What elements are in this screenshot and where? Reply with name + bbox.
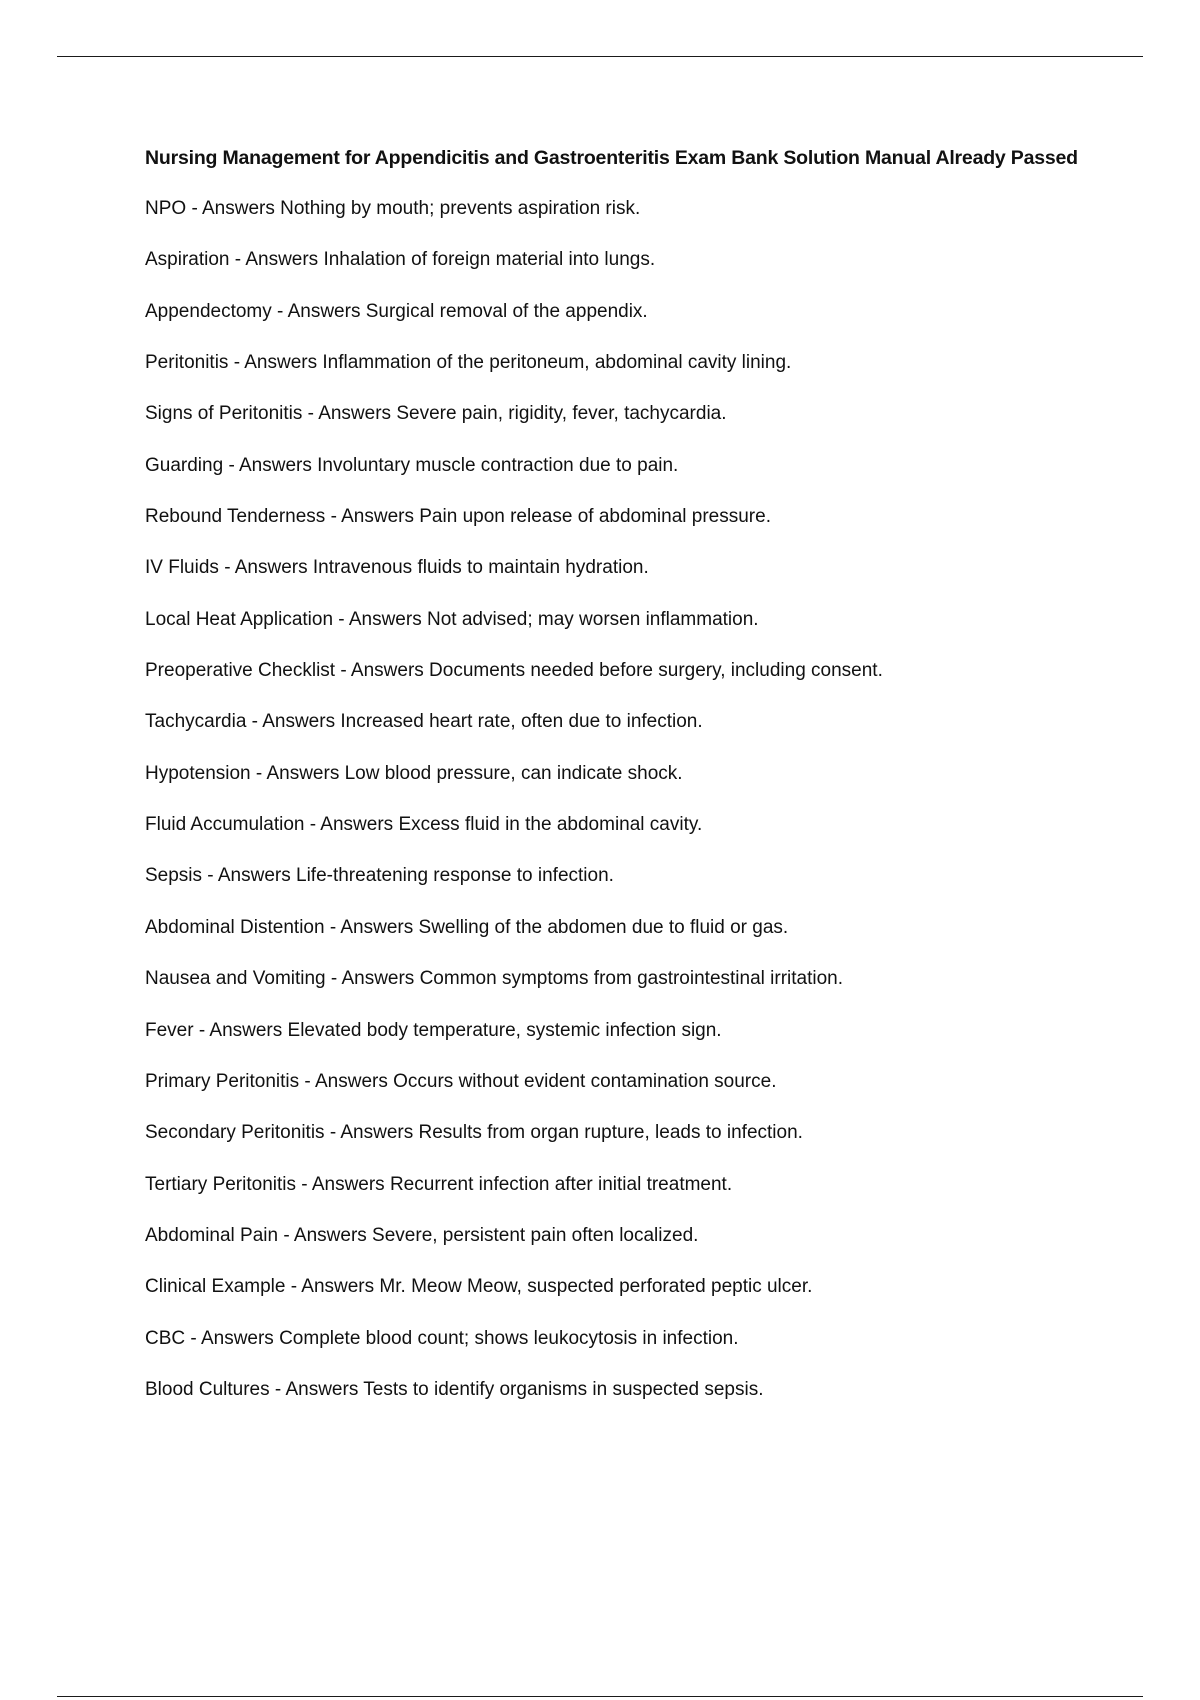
bottom-rule xyxy=(57,1696,1143,1697)
qa-item: Preoperative Checklist - Answers Documents needed before surgery, including consent. xyxy=(145,660,883,682)
qa-item: Tachycardia - Answers Increased heart rate, often due to infection. xyxy=(145,711,703,733)
qa-item: Fever - Answers Elevated body temperature, systemic infection sign. xyxy=(145,1019,722,1041)
qa-item: Clinical Example - Answers Mr. Meow Meow, suspected perforated peptic ulcer. xyxy=(145,1276,813,1298)
qa-item: Fluid Accumulation - Answers Excess fluid in the abdominal cavity. xyxy=(145,814,703,836)
qa-item: Rebound Tenderness - Answers Pain upon release of abdominal pressure. xyxy=(145,506,771,528)
qa-item: NPO - Answers Nothing by mouth; prevents aspiration risk. xyxy=(145,198,641,219)
document-body xyxy=(145,144,1155,1427)
qa-item: Signs of Peritonitis - Answers Severe pain, rigidity, fever, tachycardia. xyxy=(145,403,727,425)
qa-item: Appendectomy - Answers Surgical removal of the appendix. xyxy=(145,300,648,322)
qa-item: Peritonitis - Answers Inflammation of the peritoneum, abdominal cavity lining. xyxy=(145,352,792,374)
qa-item: Nausea and Vomiting - Answers Common symptoms from gastrointestinal irritation. xyxy=(145,968,843,990)
qa-item: IV Fluids - Answers Intravenous fluids to maintain hydration. xyxy=(145,557,649,579)
qa-item: Guarding - Answers Involuntary muscle contraction due to pain. xyxy=(145,454,679,476)
qa-item: Hypotension - Answers Low blood pressure, can indicate shock. xyxy=(145,762,683,784)
qa-item: CBC - Answers Complete blood count; shows leukocytosis in infection. xyxy=(145,1327,739,1349)
qa-item: Primary Peritonitis - Answers Occurs without evident contamination source. xyxy=(145,1070,777,1092)
qa-list xyxy=(145,195,1155,1404)
qa-item: Abdominal Pain - Answers Severe, persistent pain often localized. xyxy=(145,1224,699,1246)
qa-item: Secondary Peritonitis - Answers Results from organ rupture, leads to infection. xyxy=(145,1122,803,1144)
top-rule xyxy=(57,56,1143,57)
qa-item: Sepsis - Answers Life-threatening response to infection. xyxy=(145,865,614,887)
document-title: Nursing Management for Appendicitis and Gastroenteritis Exam Bank Solution Manual Already Passed xyxy=(145,147,1078,169)
qa-item: Blood Cultures - Answers Tests to identify organisms in suspected sepsis. xyxy=(145,1378,764,1400)
qa-item: Tertiary Peritonitis - Answers Recurrent infection after initial treatment. xyxy=(145,1173,733,1195)
qa-item: Aspiration - Answers Inhalation of foreign material into lungs. xyxy=(145,249,656,271)
qa-item: Abdominal Distention - Answers Swelling of the abdomen due to fluid or gas. xyxy=(145,916,789,938)
qa-item: Local Heat Application - Answers Not advised; may worsen inflammation. xyxy=(145,608,759,630)
